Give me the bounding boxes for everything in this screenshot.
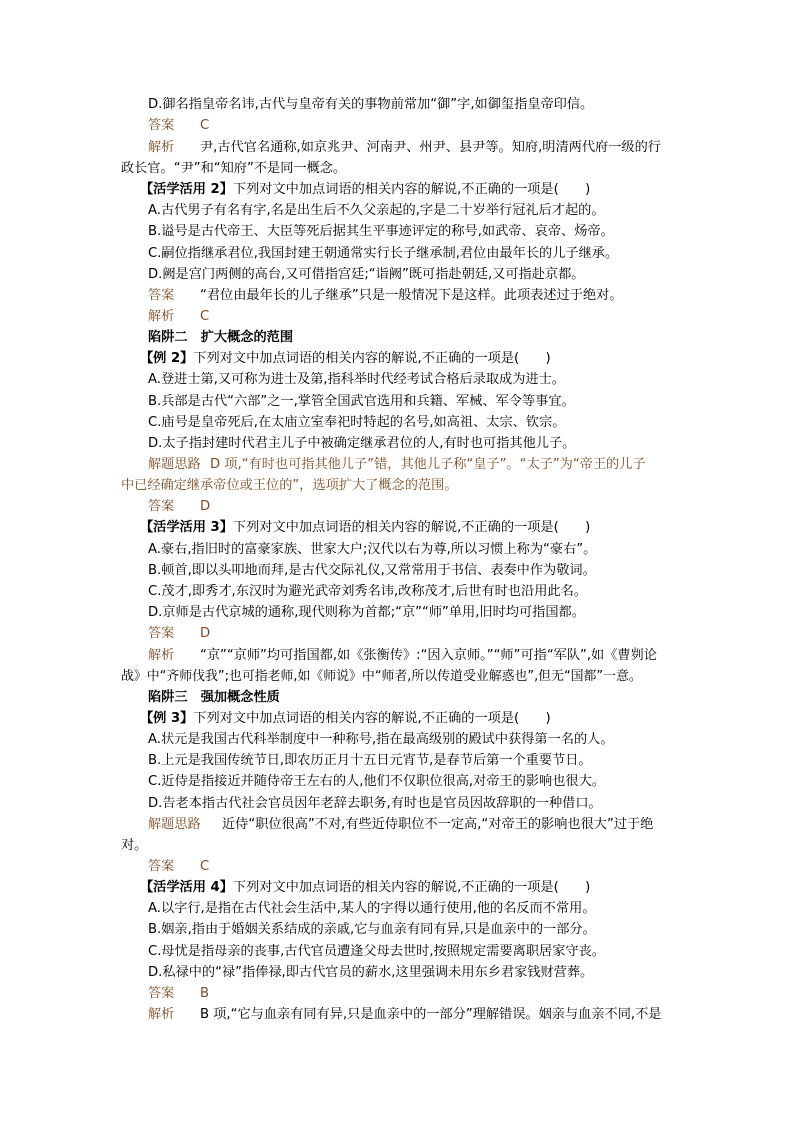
answer-line — [148, 624, 210, 644]
answer-value: C — [200, 118, 210, 133]
text: 政长官。“尹”和“知府”不是同一概念。 — [121, 161, 347, 176]
analysis-continued — [121, 667, 642, 687]
option-c — [148, 244, 618, 264]
example-heading — [140, 709, 551, 729]
option-d — [148, 603, 585, 623]
option-b — [148, 222, 614, 242]
text: A.古代男子有名有字,名是出生后不久父亲起的,字是二十岁举行冠礼后才起的。 — [148, 203, 605, 218]
answer-value: D — [200, 499, 211, 514]
analysis-label: 解析 — [148, 309, 175, 324]
analysis-line — [148, 1005, 661, 1025]
solution-line — [148, 815, 653, 835]
answer-line — [148, 857, 209, 877]
text: D.告老本指古代社会官员因年老辞去职务,有时也是官员因故辞职的一种借口。 — [148, 796, 602, 811]
exercise-heading — [140, 180, 590, 200]
exercise-heading — [140, 518, 590, 538]
answer-label: 答案 — [148, 859, 175, 874]
analysis-continued — [121, 159, 346, 179]
option-d — [148, 434, 575, 454]
exercise-label: 【活学活用 4】 — [140, 880, 233, 895]
question-text: 下列对文中加点词语的相关内容的解说,不正确的一项是( ) — [232, 182, 591, 197]
answer-line — [148, 116, 209, 136]
text: A.以字行,是指在古代社会生活中,某人的字得以通行使用,他的名反而不常用。 — [148, 901, 596, 916]
analysis-text: B 项,“它与血亲有同有异,只是血亲中的一部分”理解错误。姻亲与血亲不同,不是 — [200, 1007, 662, 1022]
option-b — [148, 751, 592, 771]
option-d-line — [148, 95, 593, 115]
option-a — [148, 370, 565, 390]
text: C.庙号是皇帝死后,在太庙立室奉祀时特起的名号,如高祖、太宗、钦宗。 — [148, 415, 566, 430]
answer-label: 答案 — [148, 986, 175, 1001]
answer-label: 答案 — [148, 118, 175, 133]
solution-continued — [121, 476, 458, 496]
text: D.御名指皇帝名讳,古代与皇帝有关的事物前常加“御”字,如御玺指皇帝印信。 — [148, 97, 594, 112]
solution-text: 近侍“职位很高”不对,有些近侍职位不一定高,“对帝王的影响也很大”过于绝 — [222, 817, 654, 832]
text: B.顿首,即以头叩地而拜,是古代交际礼仪,又常常用于书信、表奏中作为敬词。 — [148, 563, 596, 578]
answer-line — [148, 984, 209, 1004]
solution-label: 解题思路 — [148, 457, 201, 472]
option-d — [148, 963, 593, 983]
answer-value: C — [200, 859, 210, 874]
option-c — [148, 772, 605, 792]
text: 对。 — [121, 838, 148, 853]
option-a — [148, 730, 614, 750]
analysis-label: 解析 — [148, 1007, 175, 1022]
analysis-text: 尹,古代官名通称,如京兆尹、河南尹、州尹、县尹等。知府,明清两代府一级的行 — [200, 140, 661, 155]
option-b — [148, 561, 596, 581]
example-heading — [140, 349, 551, 369]
text: B.谥号是古代帝王、大臣等死后据其生平事迹评定的称号,如武帝、哀帝、炀帝。 — [148, 224, 614, 239]
text: C.近侍是指接近并随侍帝王左右的人,他们不仅职位很高,对帝王的影响也很大。 — [148, 774, 605, 789]
section-heading-trap-3 — [148, 688, 280, 708]
text: D.京师是古代京城的通称,现代则称为首都;“京”“师”单用,旧时均可指国都。 — [148, 605, 585, 620]
option-d — [148, 265, 584, 285]
analysis-value: C — [200, 309, 210, 324]
question-text: 下列对文中加点词语的相关内容的解说,不正确的一项是( ) — [232, 520, 591, 535]
text: D.私禄中的“禄”指俸禄,即古代官员的薪水,这里强调未用东乡君家钱财营葬。 — [148, 965, 594, 980]
exercise-label: 【活学活用 2】 — [140, 182, 233, 197]
option-a — [148, 201, 605, 221]
analysis-label: 解析 — [148, 648, 175, 663]
text: D.阙是宫门两侧的高台,又可借指宫廷;“诣阙”既可指赴朝廷,又可指赴京都。 — [148, 267, 585, 282]
solution-label: 解题思路 — [148, 817, 201, 832]
question-text: 下列对文中加点词语的相关内容的解说,不正确的一项是( ) — [232, 880, 591, 895]
answer-value: D — [200, 626, 211, 641]
option-a — [148, 540, 596, 560]
text: C.母忧是指母亲的丧事,古代官员遭逢父母去世时,按照规定需要离职居家守丧。 — [148, 944, 605, 959]
exercise-heading — [140, 878, 590, 898]
text: A.登进士第,又可称为进士及第,指科举时代经考试合格后录取成为进士。 — [148, 372, 565, 387]
answer-label: 答案 — [148, 626, 175, 641]
text: C.嗣位指继承君位,我国封建王朝通常实行长子继承制,君位由最年长的儿子继承。 — [148, 246, 619, 261]
text: D.太子指封建时代君主儿子中被确定继承君位的人,有时也可指其他儿子。 — [148, 436, 576, 451]
option-b — [148, 920, 596, 940]
example-label: 【例 3】 — [140, 711, 194, 726]
answer-label: 答案 — [148, 499, 175, 514]
text: B.上元是我国传统节日,即农历正月十五日元宵节,是春节后第一个重要节日。 — [148, 753, 592, 768]
option-d — [148, 794, 602, 814]
option-b — [148, 392, 575, 412]
option-c — [148, 942, 605, 962]
solution-continued — [121, 836, 147, 856]
solution-line — [148, 455, 646, 475]
answer-line — [148, 286, 622, 306]
exercise-label: 【活学活用 3】 — [140, 520, 233, 535]
analysis-line — [148, 138, 661, 158]
option-c — [148, 413, 565, 433]
question-text: 下列对文中加点词语的相关内容的解说,不正确的一项是( ) — [193, 351, 551, 366]
answer-text: “君位由最年长的儿子继承”只是一般情况下是这样。此项表述过于绝对。 — [200, 288, 623, 303]
text: 战》中“齐师伐我”;也可指老师,如《师说》中“师者,所以传道受业解惑也”,但无“国都”一意。 — [121, 669, 642, 684]
example-label: 【例 2】 — [140, 351, 194, 366]
option-c — [148, 582, 587, 602]
analysis-text: “京”“京师”均可指国都,如《张衡传》:“因入京师。”“师”可指“军队”,如《曹刿论 — [200, 648, 657, 663]
heading-text: 陷阱二 扩大概念的范围 — [148, 330, 294, 345]
section-heading-trap-2 — [148, 328, 293, 348]
analysis-line — [148, 646, 657, 666]
text: A.豪右,指旧时的富豪家族、世家大户;汉代以右为尊,所以习惯上称为“豪右”。 — [148, 542, 597, 557]
analysis-label: 解析 — [148, 140, 175, 155]
heading-text: 陷阱三 强加概念性质 — [148, 690, 280, 705]
text: C.茂才,即秀才,东汉时为避光武帝刘秀名讳,改称茂才,后世有时也沿用此名。 — [148, 584, 587, 599]
analysis-line — [148, 307, 209, 327]
text: B.兵部是古代“六部”之一,掌管全国武官选用和兵籍、军械、军令等事宜。 — [148, 394, 575, 409]
answer-line — [148, 497, 210, 517]
option-a — [148, 899, 596, 919]
answer-value: B — [200, 986, 210, 1001]
text: B.姻亲,指由于婚姻关系结成的亲戚,它与血亲有同有异,只是血亲中的一部分。 — [148, 922, 596, 937]
text: A.状元是我国古代科举制度中一种称号,指在最高级别的殿试中获得第一名的人。 — [148, 732, 614, 747]
solution-text: D 项,“有时也可指其他儿子”错，其他儿子称“皇子”。“太子”为“帝王的儿子 — [210, 457, 646, 472]
question-text: 下列对文中加点词语的相关内容的解说,不正确的一项是( ) — [193, 711, 551, 726]
answer-label: 答案 — [148, 288, 175, 303]
text: 中已经确定继承帝位或王位的”，选项扩大了概念的范围。 — [121, 478, 458, 493]
